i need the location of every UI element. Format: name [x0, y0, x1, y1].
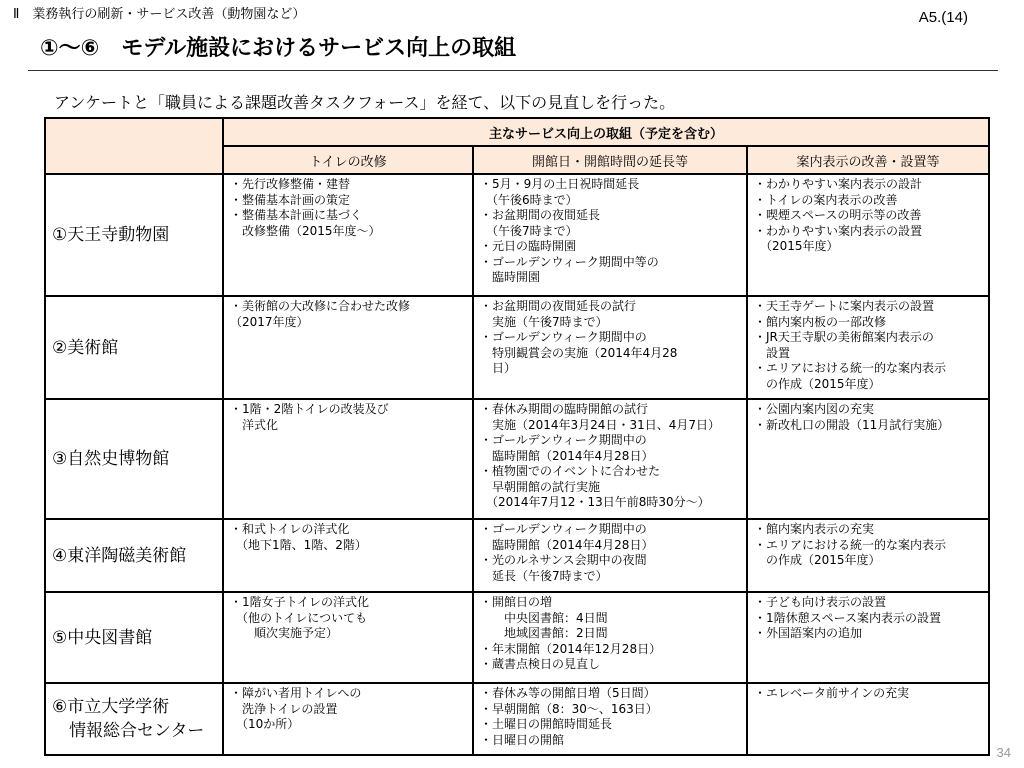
hours-cell: [473, 683, 747, 755]
list-item: ・ゴールデンウィーク期間中の: [480, 330, 647, 344]
list-item: ・整備基本計画に基づく: [230, 208, 363, 222]
list-item: ・美術館の大改修に合わせた改修: [230, 299, 411, 313]
list-item: 臨時開園: [480, 270, 541, 284]
list-item: ・公園内案内図の充実: [754, 402, 875, 416]
hours-list: [480, 402, 742, 511]
list-item: ・お盆期間の夜間延長: [480, 208, 601, 222]
toilet-list: [230, 686, 468, 733]
signage-list: [754, 686, 984, 702]
page-code: A5.(14): [918, 9, 968, 26]
list-item: ・和式トイレの洋式化: [230, 522, 350, 536]
column-header-signage: 案内表示の改善・設置等: [747, 146, 989, 174]
toilet-cell: [223, 174, 473, 296]
list-item: ・障がい者用トイレへの: [230, 686, 362, 700]
list-item: ・蔵書点検日の見直し: [480, 657, 601, 671]
list-item: 実施（午後7時まで）: [480, 314, 608, 329]
hours-cell: [473, 296, 747, 399]
facility-name-line: ⑥市立大学学術: [52, 697, 170, 717]
list-item: ・喫煙スペースの明示等の改善: [754, 208, 922, 222]
facility-name-line: ②美術館: [52, 337, 119, 358]
list-item: ・土曜日の開館時間延長: [480, 717, 613, 731]
list-item: ・元日の臨時開園: [480, 239, 577, 253]
list-item: ・1階女子トイレの洋式化: [230, 595, 370, 609]
list-item: （2014年7月12・13日午前8時30分～）: [480, 495, 710, 509]
page-number: 34: [996, 745, 1011, 760]
table-row: [45, 592, 989, 683]
hours-list: [480, 177, 742, 286]
list-item: （午後6時まで）: [480, 192, 578, 207]
signage-cell: [747, 592, 989, 683]
title-divider: [28, 70, 998, 71]
hours-list: [480, 595, 742, 673]
list-item: ・植物園でのイベントに合わせた: [480, 464, 661, 478]
list-item: ・ゴールデンウィーク期間中の: [480, 433, 647, 447]
toilet-list: [230, 299, 468, 330]
toilet-list: [230, 177, 468, 239]
list-item: ・外国語案内の追加: [754, 626, 863, 640]
corner-cell: [45, 118, 223, 174]
facility-name: [45, 174, 223, 296]
list-item: 実施（2014年3月24日・31日、4月7日）: [480, 417, 720, 432]
hours-cell: [473, 399, 747, 519]
list-item: ・エリアにおける統一的な案内表示: [754, 361, 947, 375]
hours-cell: [473, 174, 747, 296]
list-item: 臨時開館（2014年4月28日）: [480, 537, 654, 552]
hours-cell: [473, 519, 747, 592]
list-item: 延長（午後7時まで）: [480, 568, 608, 583]
list-item: ・わかりやすい案内表示の設計: [754, 177, 923, 191]
list-item: ・天王寺ゲートに案内表示の設置: [754, 299, 935, 313]
list-item: ・子ども向け表示の設置: [754, 595, 887, 609]
list-item: 洋式化: [230, 417, 279, 432]
table-row: [45, 174, 989, 296]
hours-cell: [473, 592, 747, 683]
list-item: ・日曜日の開館: [480, 732, 565, 747]
toilet-list: [230, 595, 468, 642]
list-item: ・春休み等の開館日増（5日間）: [480, 686, 656, 700]
list-item: ・光のルネサンス会期中の夜間: [480, 553, 647, 567]
list-item: ・わかりやすい案内表示の設置: [754, 223, 923, 238]
column-header-hours: 開館日・開館時間の延長等: [473, 146, 747, 174]
list-item: ・トイレの案内表示の改善: [754, 192, 898, 207]
signage-list: [754, 595, 984, 642]
list-item: ・5月・9月の土日祝時間延長: [480, 177, 640, 191]
list-item: （地下1階、1階、2階）: [230, 537, 367, 552]
hours-list: [480, 299, 742, 377]
list-item: の作成（2015年度）: [754, 553, 881, 567]
toilet-list: [230, 522, 468, 553]
facility-name-line: 情報総合センター: [52, 721, 205, 741]
toilet-cell: [223, 399, 473, 519]
list-item: ・開館日の増: [480, 595, 553, 609]
signage-cell: [747, 683, 989, 755]
list-item: ・エレベータ前サインの充実: [754, 686, 910, 700]
toilet-cell: [223, 592, 473, 683]
table-row: [45, 296, 989, 399]
table-row: [45, 399, 989, 519]
table-row: [45, 519, 989, 592]
list-item: ・ゴールデンウィーク期間中の: [480, 522, 647, 536]
list-item: 洗浄トイレの設置: [230, 701, 338, 716]
signage-list: [754, 522, 984, 569]
signage-cell: [747, 399, 989, 519]
signage-cell: [747, 519, 989, 592]
section-label: Ⅱ 業務執行の刷新・サービス改善（動物園など）: [13, 7, 306, 22]
list-item: ・1階休憩スペース案内表示の設置: [754, 610, 942, 625]
column-header-toilet: トイレの改修: [223, 146, 473, 174]
list-item: 臨時開館（2014年4月28日）: [480, 448, 654, 463]
hours-list: [480, 686, 742, 748]
group-header: 主なサービス向上の取組（予定を含む）: [223, 118, 989, 146]
list-item: の作成（2015年度）: [754, 376, 881, 391]
list-item: ・整備基本計画の策定: [230, 192, 351, 207]
list-item: （10か所）: [230, 717, 300, 731]
signage-cell: [747, 296, 989, 399]
list-item: ・1階・2階トイレの改装及び: [230, 402, 389, 416]
facility-name-line: ④東洋陶磁美術館: [52, 545, 187, 566]
list-item: ・先行改修整備・建替: [230, 177, 351, 191]
toilet-list: [230, 402, 468, 433]
list-item: （午後7時まで）: [480, 223, 578, 238]
page-title: ①～⑥ モデル施設におけるサービス向上の取組: [40, 36, 517, 61]
list-item: ・年末開館（2014年12月28日）: [480, 641, 662, 656]
facility-name-line: ⑤中央図書館: [52, 627, 153, 648]
list-item: 順次実施予定）: [230, 626, 339, 640]
list-item: ・エリアにおける統一的な案内表示: [754, 537, 947, 552]
toilet-cell: [223, 519, 473, 592]
intro-text: アンケートと「職員による課題改善タスクフォース」を経て、以下の見直しを行った。: [54, 93, 676, 112]
list-item: ・早朝開館（8：30～、163日）: [480, 701, 658, 716]
list-item: ・ゴールデンウィーク期間中等の: [480, 254, 659, 269]
facility-name-line: ①天王寺動物園: [52, 225, 170, 245]
list-item: 特別観賞会の実施（2014年4月28: [480, 345, 678, 360]
list-item: ・新改札口の開設（11月試行実施）: [754, 417, 950, 432]
list-item: 改修整備（2015年度～）: [230, 223, 381, 238]
hours-list: [480, 522, 742, 584]
facility-name: [45, 519, 223, 592]
signage-list: [754, 402, 984, 433]
list-item: 地域図書館：2日間: [480, 626, 608, 640]
list-item: ・お盆期間の夜間延長の試行: [480, 299, 637, 313]
list-item: （2017年度）: [230, 314, 309, 329]
list-item: ・館内案内表示の充実: [754, 522, 875, 536]
facility-name: [45, 592, 223, 683]
list-item: 早朝開館の試行実施: [480, 479, 601, 494]
list-item: ・館内案内板の一部改修: [754, 314, 887, 329]
list-item: 中央図書館：4日間: [480, 610, 608, 625]
facility-name: [45, 683, 223, 755]
toilet-cell: [223, 296, 473, 399]
toilet-cell: [223, 683, 473, 755]
list-item: （2015年度）: [754, 239, 839, 253]
list-item: （他のトイレについても: [230, 610, 368, 625]
list-item: ・JR天王寺駅の美術館案内表示の: [754, 330, 934, 344]
table-row: [45, 683, 989, 755]
signage-cell: [747, 174, 989, 296]
facility-name-line: ③自然史博物館: [52, 449, 170, 469]
signage-list: [754, 177, 984, 255]
service-improvement-table: [44, 117, 990, 756]
signage-list: [754, 299, 984, 392]
list-item: 日）: [480, 361, 517, 375]
facility-name: [45, 296, 223, 399]
facility-name: [45, 399, 223, 519]
list-item: ・春休み期間の臨時開館の試行: [480, 402, 649, 416]
list-item: 設置: [754, 345, 791, 360]
